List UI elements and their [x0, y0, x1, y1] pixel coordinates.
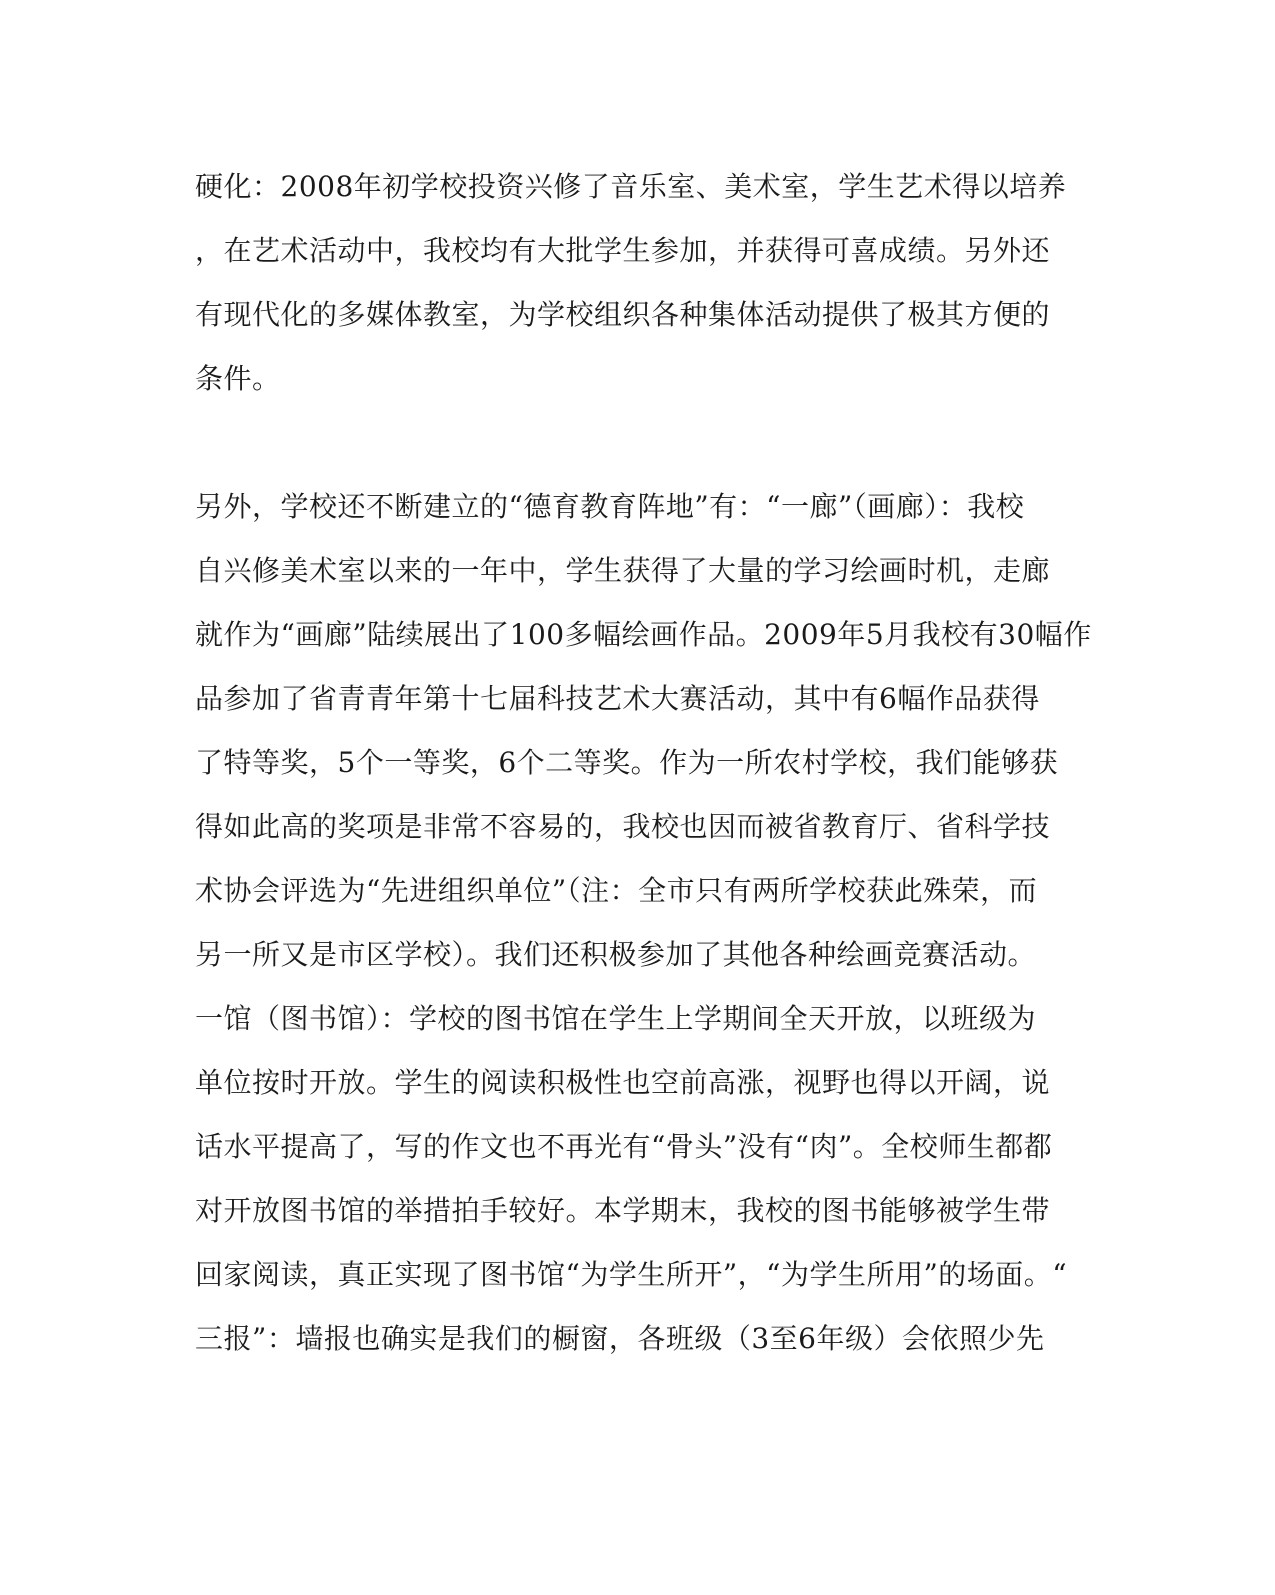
paragraph-spacer — [195, 411, 1065, 475]
text-line: 条件。 — [195, 362, 281, 395]
text-line: 回家阅读，真正实现了图书馆“为学生所开”，“为学生所用”的场面。“ — [195, 1258, 1068, 1291]
paragraph-2 — [195, 475, 1092, 1371]
text-line: 得如此高的奖项是非常不容易的，我校也因而被省教育厅、省科学技 — [195, 810, 1051, 843]
paragraph-1 — [195, 155, 1065, 411]
text-line: ，在艺术活动中，我校均有大批学生参加，并获得可喜成绩。另外还 — [195, 234, 1051, 267]
text-line: 一馆（图书馆）：学校的图书馆在学生上学期间全天开放，以班级为 — [195, 1002, 1037, 1035]
text-line: 有现代化的多媒体教室，为学校组织各种集体活动提供了极其方便的 — [195, 298, 1051, 331]
text-line: 对开放图书馆的举措拍手较好。本学期末，我校的图书能够被学生带 — [195, 1194, 1051, 1227]
text-line: 就作为“画廊”陆续展出了100多幅绘画作品。2009年5月我校有30幅作 — [195, 618, 1092, 651]
text-line: 话水平提高了，写的作文也不再光有“骨头”没有“肉”。全校师生都都 — [195, 1130, 1053, 1163]
text-line: 硬化：2008年初学校投资兴修了音乐室、美术室，学生艺术得以培养 — [195, 170, 1067, 203]
text-line: 单位按时开放。学生的阅读积极性也空前高涨，视野也得以开阔，说 — [195, 1066, 1051, 1099]
text-line: 另一所又是市区学校）。我们还积极参加了其他各种绘画竞赛活动。 — [195, 938, 1037, 971]
document-body — [195, 155, 1092, 1371]
text-line: 三报”：墙报也确实是我们的橱窗，各班级（3至6年级）会依照少先 — [195, 1322, 1045, 1355]
text-line: 品参加了省青青年第十七届科技艺术大赛活动，其中有6幅作品获得 — [195, 682, 1040, 715]
text-line: 术协会评选为“先进组织单位”（注：全市只有两所学校获此殊荣，而 — [195, 874, 1038, 907]
text-line: 另外，学校还不断建立的“德育教育阵地”有：“一廊”（画廊）：我校 — [195, 490, 1025, 523]
text-line: 自兴修美术室以来的一年中，学生获得了大量的学习绘画时机，走廊 — [195, 554, 1051, 587]
text-line: 了特等奖，5个一等奖，6个二等奖。作为一所农村学校，我们能够获 — [195, 746, 1059, 779]
